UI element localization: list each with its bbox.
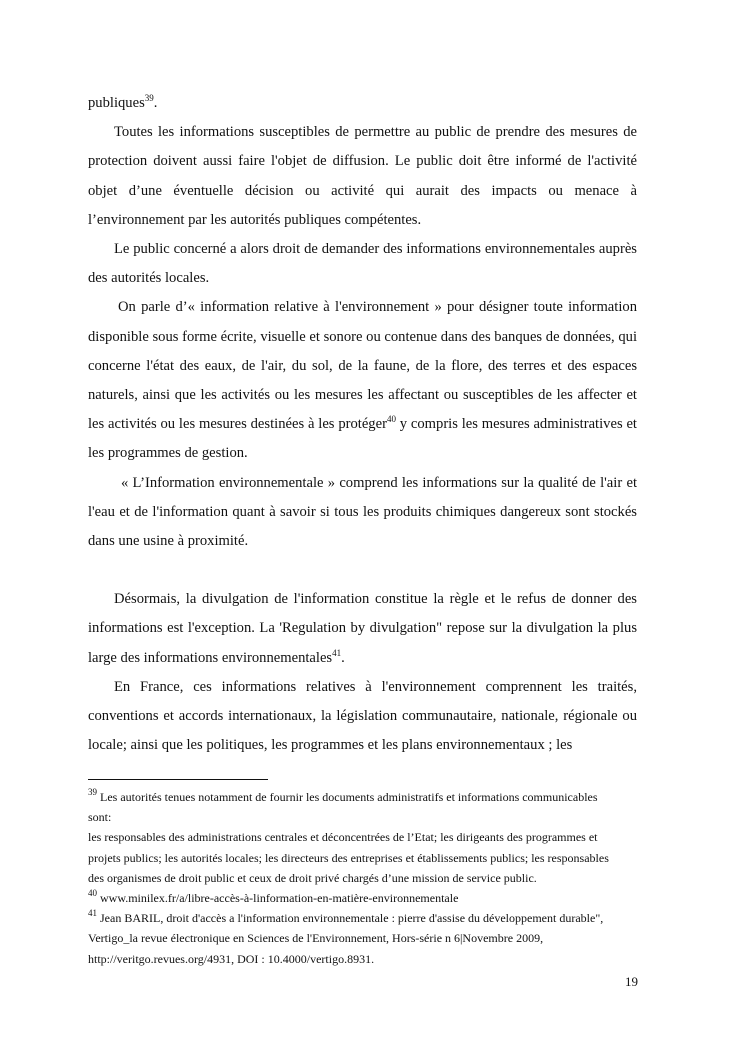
page-number: 19 — [625, 974, 638, 989]
paragraph-protection-info: Toutes les informations susceptibles de permettre au public de prendre des mesures de protection doivent aussi faire l'objet de diffusion. Le public doit être informé de l'activité objet d’une éventuelle décision ou activité qui aurait des impacts ou menace à l’environnement par les autorités publiques compétentes. — [88, 124, 637, 228]
footnote-link[interactable]: www.minilex.fr/a/libre-accès-à-linformation-en-matière-environnementale — [97, 891, 459, 906]
footnote-number: 41 — [88, 908, 97, 919]
footnote-39-line: $^{39}$ Les autorités tenues notamment de fournir les documents administratifs et informations communicables — [88, 787, 598, 804]
footnote-number: 40 — [88, 888, 97, 899]
footnote-41-line: $^{41}$ Jean BARIL, droit d'accès a l'information environnementale : pierre d'assise du développement durable", — [88, 908, 604, 926]
footnote-39-line: des organismes de droit public et ceux de droit privé chargés d’une mission de service public. — [88, 870, 537, 885]
footnote-39-line: les responsables des administrations centrales et déconcentrées de l’Etat; les dirigeants des programmes et — [88, 830, 598, 845]
paragraph-continuation: publiques$^{39}$. — [88, 93, 158, 111]
footnote-41-line[interactable]: http://veritgo.revues.org/4931, DOI : 10.4000/vertigo.8931. — [88, 951, 375, 966]
paragraph-environmental-info: « L’Information environnementale » comprend les informations sur la qualité de l'air et l'eau et de l'information quant à savoir si tous les produits chimiques dangereux sont stockés dans une usine à proximité. — [88, 474, 637, 550]
footnote-ref-39[interactable]: 39 — [144, 93, 154, 103]
paragraph-divulgation: Désormais, la divulgation de l'information constitue la règle et le refus de donner des informations est l'exception. La 'Regulation by divulgation" repose sur la divulgation la plus large des informations environnementales$^{41}$. — [88, 591, 637, 666]
footnote-39-line: sont: — [88, 810, 112, 825]
paragraph-definition: On parle d’« information relative à l'environnement » pour désigner toute information disponible sous forme écrite, visuelle et sonore ou contenue dans des banques de données, qui concerne l'état des eaux, de l'air, du sol, de la faune, de la flore, des terres et des espaces naturels, ainsi que les activités ou les mesures les affectant ou susceptibles de les affecter et les activités ou les mesures destinées à les protéger$^{40}$ y compris les mesures administratives et les programmes de gestion. — [88, 299, 637, 462]
footnote-39-line: projets publics; les autorités locales; les directeurs des entreprises et établissements publics; les responsables — [88, 850, 609, 865]
footnote-separator — [88, 779, 268, 780]
footnote-ref-41[interactable]: 41 — [332, 647, 342, 658]
footnote-41-line: Vertigo_la revue électronique en Sciences de l'Environnement, Hors-série n 6|Novembre 2009, — [88, 931, 544, 946]
footnote-ref-40[interactable]: 40 — [386, 414, 396, 425]
body-text — [88, 89, 637, 760]
paragraph-public-rights: Le public concerné a alors droit de demander des informations environnementales auprès des autorités locales. — [88, 241, 637, 287]
footnotes — [88, 787, 640, 969]
paragraph-gap — [88, 556, 637, 585]
paragraph-france: En France, ces informations relatives à l'environnement comprennent les traités, conventions et accords internationaux, la législation communautaire, nationale, régionale ou locale; ainsi que les politiques, les programmes et les plans environnementaux ; les — [88, 678, 637, 754]
footnote-number: 39 — [88, 787, 97, 797]
footnote-40-line — [88, 888, 640, 908]
